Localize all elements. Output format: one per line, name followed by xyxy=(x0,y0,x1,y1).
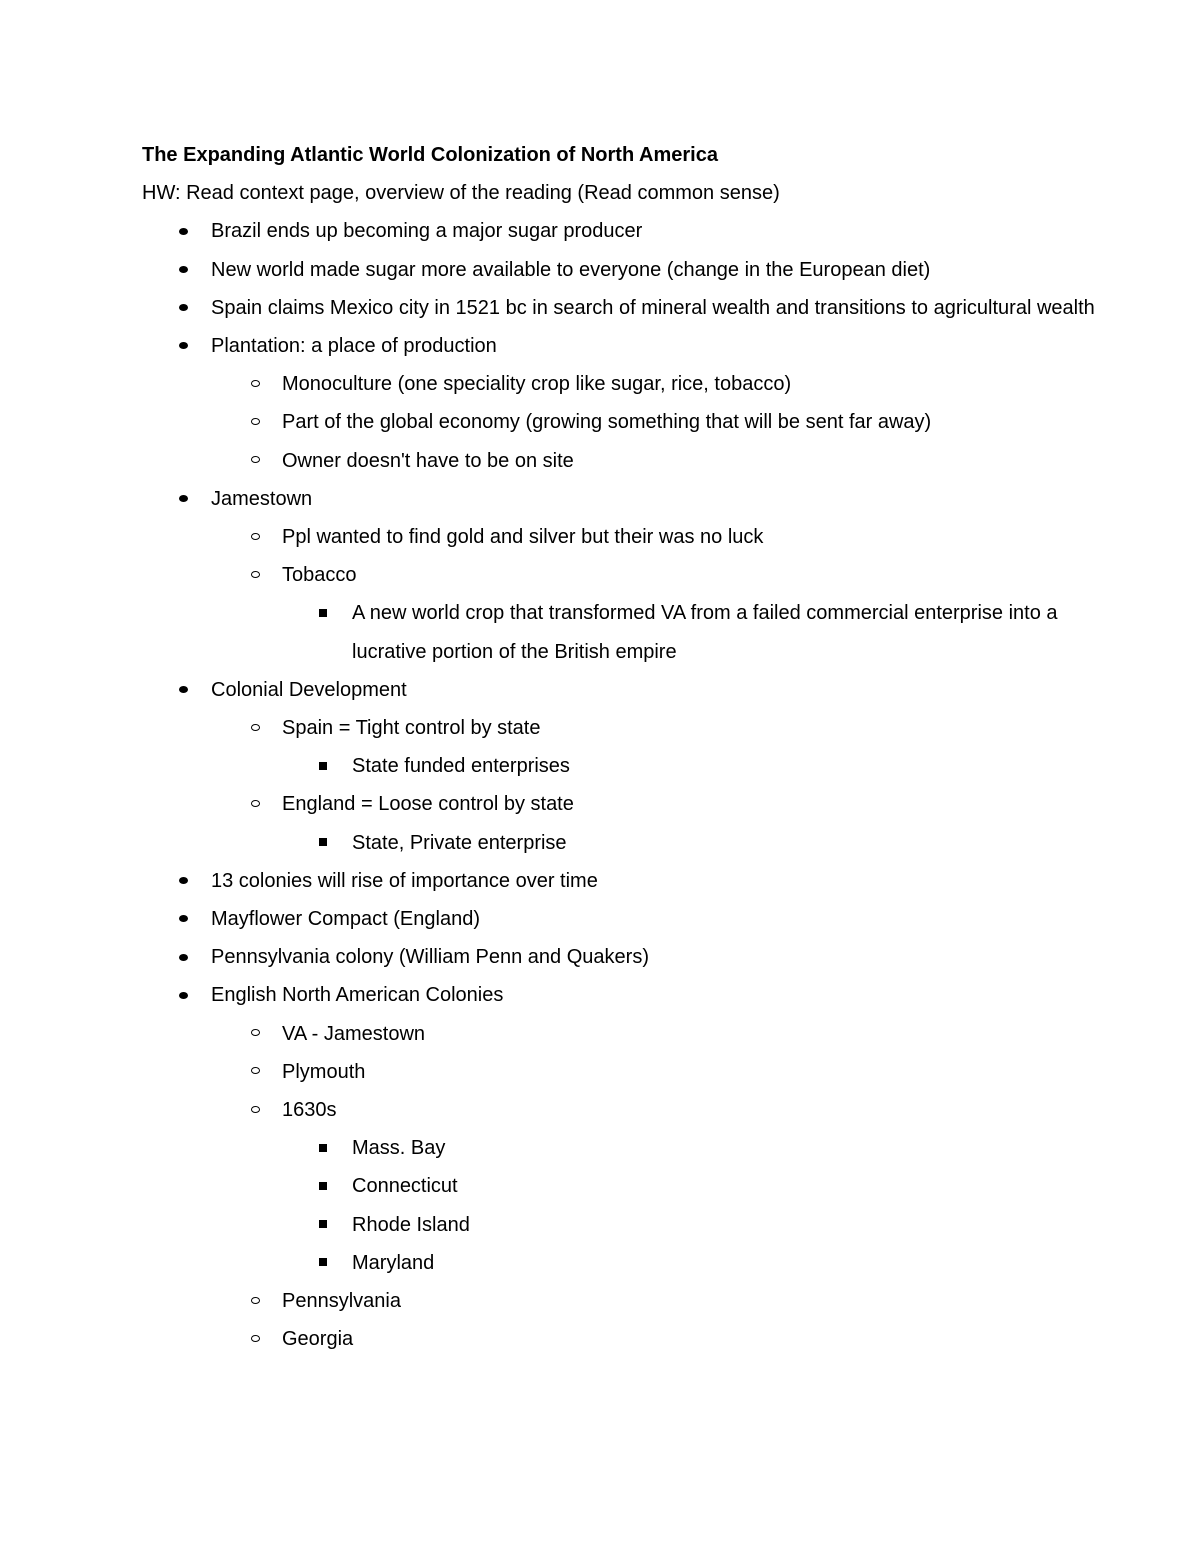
document-body xyxy=(142,136,1102,1359)
list-item-text: Tobacco xyxy=(282,564,357,587)
bullet-square-icon xyxy=(312,1244,334,1282)
list-item xyxy=(142,594,1102,670)
list-item-text: State, Private enterprise xyxy=(352,831,567,854)
list-item xyxy=(142,1129,1102,1167)
list-item xyxy=(142,480,1102,518)
list-item-text: Owner doesn't have to be on site xyxy=(282,449,574,472)
list-item-text: A new world crop that transformed VA from a failed commercial enterprise into a lucrative portion of the British empire xyxy=(352,602,1058,663)
document-title: The Expanding Atlantic World Colonization of North America xyxy=(142,144,718,166)
bullet-circle-icon xyxy=(244,785,266,823)
list-item-text: Mass. Bay xyxy=(352,1137,446,1160)
bullet-dot-icon xyxy=(172,938,194,976)
list-item-text: Rhode Island xyxy=(352,1213,470,1236)
bullet-dot-icon xyxy=(172,862,194,900)
bullet-dot-icon xyxy=(172,900,194,938)
list-item xyxy=(142,976,1102,1014)
homework-note: HW: Read context page, overview of the reading (Read common sense) xyxy=(142,182,780,205)
list-item-text: Maryland xyxy=(352,1251,435,1274)
list-item-text: New world made sugar more available to everyone (change in the European diet) xyxy=(211,258,931,281)
list-item-text: VA - Jamestown xyxy=(282,1022,426,1045)
bullet-square-icon xyxy=(312,594,334,632)
list-item-text: Spain claims Mexico city in 1521 bc in search of mineral wealth and transitions to agricultural wealth xyxy=(211,296,1095,319)
list-item xyxy=(142,747,1102,785)
bullet-circle-icon xyxy=(244,403,266,441)
list-item-text: Spain = Tight control by state xyxy=(282,717,541,740)
bullet-circle-icon xyxy=(244,365,266,403)
bullet-square-icon xyxy=(312,1206,334,1244)
bullet-dot-icon xyxy=(172,251,194,289)
list-item-text: Jamestown xyxy=(211,487,313,510)
list-item xyxy=(142,862,1102,900)
list-item-text: Colonial Development xyxy=(211,678,407,701)
list-item xyxy=(142,1015,1102,1053)
list-item-text: Monoculture (one speciality crop like sugar, rice, tobacco) xyxy=(282,373,792,396)
bullet-square-icon xyxy=(312,1167,334,1205)
bullet-circle-icon xyxy=(244,556,266,594)
bullet-dot-icon xyxy=(172,976,194,1014)
list-item-text: Mayflower Compact (England) xyxy=(211,908,480,931)
list-item xyxy=(142,1282,1102,1320)
bullet-circle-icon xyxy=(244,1053,266,1091)
list-item xyxy=(142,1167,1102,1205)
list-item-text: Plantation: a place of production xyxy=(211,335,497,358)
list-item-text: Part of the global economy (growing something that will be sent far away) xyxy=(282,411,932,434)
list-item-text: Ppl wanted to find gold and silver but their was no luck xyxy=(282,526,764,549)
bullet-dot-icon xyxy=(172,289,194,327)
list-item xyxy=(142,1053,1102,1091)
list-item-text: Pennsylvania xyxy=(282,1290,401,1313)
list-item xyxy=(142,938,1102,976)
bullet-circle-icon xyxy=(244,442,266,480)
list-item xyxy=(142,709,1102,747)
list-item-text: English North American Colonies xyxy=(211,984,504,1007)
bullet-dot-icon xyxy=(172,480,194,518)
list-item xyxy=(142,518,1102,556)
bullet-circle-icon xyxy=(244,709,266,747)
list-item-text: 1630s xyxy=(282,1099,337,1122)
list-item xyxy=(142,556,1102,594)
list-item xyxy=(142,671,1102,709)
list-item xyxy=(142,824,1102,862)
bullet-square-icon xyxy=(312,747,334,785)
bullet-dot-icon xyxy=(172,212,194,250)
bullet-dot-icon xyxy=(172,327,194,365)
list-item xyxy=(142,785,1102,823)
outline-list xyxy=(142,212,1102,1358)
list-item-text: Brazil ends up becoming a major sugar producer xyxy=(211,220,643,243)
list-item xyxy=(142,1320,1102,1358)
list-item-text: Plymouth xyxy=(282,1060,366,1083)
list-item-text: Pennsylvania colony (William Penn and Quakers) xyxy=(211,946,649,969)
list-item xyxy=(142,251,1102,289)
bullet-circle-icon xyxy=(244,518,266,556)
bullet-circle-icon xyxy=(244,1015,266,1053)
bullet-square-icon xyxy=(312,824,334,862)
list-item xyxy=(142,212,1102,250)
list-item-text: State funded enterprises xyxy=(352,755,570,778)
bullet-circle-icon xyxy=(244,1320,266,1358)
bullet-dot-icon xyxy=(172,671,194,709)
list-item-text: 13 colonies will rise of importance over time xyxy=(211,869,598,892)
bullet-square-icon xyxy=(312,1129,334,1167)
list-item xyxy=(142,327,1102,365)
list-item xyxy=(142,1206,1102,1244)
bullet-circle-icon xyxy=(244,1091,266,1129)
list-item xyxy=(142,900,1102,938)
list-item xyxy=(142,403,1102,441)
list-item-text: England = Loose control by state xyxy=(282,793,574,816)
list-item xyxy=(142,1091,1102,1129)
list-item xyxy=(142,442,1102,480)
list-item xyxy=(142,1244,1102,1282)
list-item xyxy=(142,365,1102,403)
list-item-text: Connecticut xyxy=(352,1175,458,1198)
bullet-circle-icon xyxy=(244,1282,266,1320)
list-item-text: Georgia xyxy=(282,1328,354,1351)
list-item xyxy=(142,289,1102,327)
